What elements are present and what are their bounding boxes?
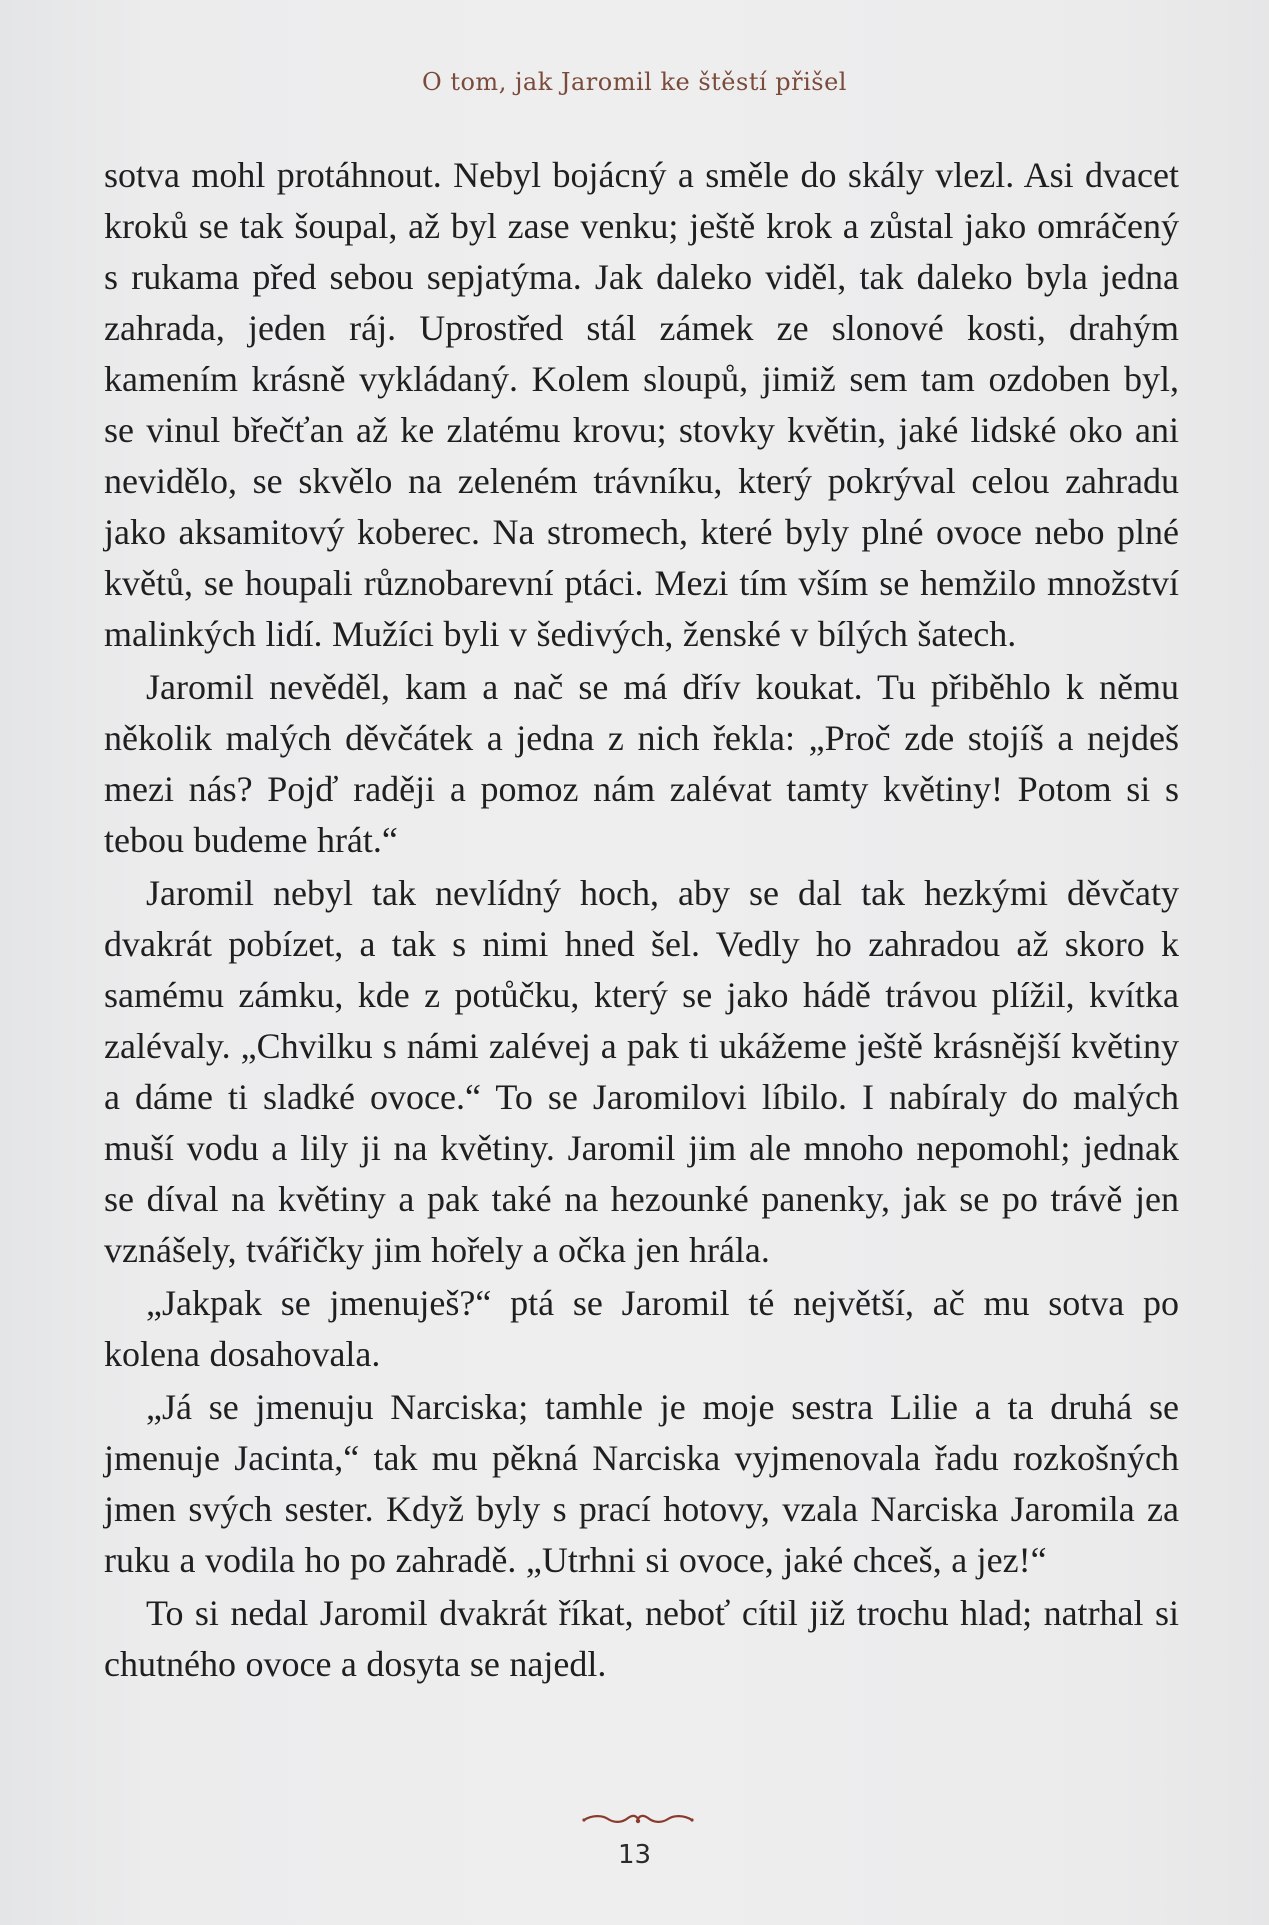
paragraph-2: Jaromil nevěděl, kam a nač se má dřív koukat. Tu přiběhlo k němu několik malých děvčátek a jedna z nich řekla: „Proč zde stojíš a nejdeš mezi nás? Pojď raději a pomoz nám zalévat tamty květiny! Potom si s tebou budeme hrát.“ <box>104 667 1179 860</box>
paragraph-4: „Jakpak se jmenuješ?“ ptá se Jaromil té největší, ač mu sotva po kolena dosahovala. <box>104 1283 1179 1374</box>
running-head: O tom, jak Jaromil ke štěstí přišel <box>422 68 847 96</box>
paragraph-6: To si nedal Jaromil dvakrát říkat, neboť cítil již trochu hlad; natrhal si chutného ovoce a dosyta se najedl. <box>104 1593 1179 1684</box>
page-number: 13 <box>617 1840 652 1870</box>
paragraph-1: sotva mohl protáhnout. Nebyl bojácný a směle do skály vlezl. Asi dvacet kroků se tak šoupal, až byl zase venku; ještě krok a zůstal jako omráčený s rukama před sebou sepjatýma. Jak daleko viděl, tak daleko byla jedna zahrada, jeden ráj. Uprostřed stál zámek ze slonové kosti, drahým kamením krásně vykládaný. Kolem sloupů, jimiž sem tam ozdoben byl, se vinul břečťan až ke zlatému krovu; stovky květin, jaké lidské oko ani nevidělo, se skvělo na zeleném trávníku, který pokrýval celou zahradu jako aksamitový koberec. Na stromech, které byly plné ovoce nebo plné květů, se houpali různobarevní ptáci. Mezi tím vším se hemžilo množství malinkých lidí. Mužíci byli v šedivých, ženské v bílých šatech. <box>104 155 1179 654</box>
paragraph-3: Jaromil nebyl tak nevlídný hoch, aby se dal tak hezkými děvčaty dvakrát pobízet, a tak s nimi hned šel. Vedly ho zahradou až skoro k samému zámku, kde z potůčku, který se jako hádě trávou plížil, kvítka zalévaly. „Chvilku s námi zalévej a pak ti ukážeme ještě krásnější květiny a dáme ti sladké ovoce.“ To se Jaromilovi líbilo. I nabíraly do malých muší vodu a lily ji na květiny. Jaromil jim ale mnoho nepomohl; jednak se díval na květiny a pak také na hezounké panenky, jak se po trávě jen vznášely, tvářičky jim hořely a očka jen hrála. <box>104 873 1179 1270</box>
ornament-flourish-icon <box>578 1811 698 1827</box>
paragraph-5: „Já se jmenuju Narciska; tamhle je moje sestra Lilie a ta druhá se jmenuje Jacinta,“ tak mu pěkná Narciska vyjmenovala řadu rozkošných jmen svých sester. Když byly s prací hotovy, vzala Narciska Jaromila za ruku a vodila ho po zahradě. „Utrhni si ovoce, jaké chceš, a jez!“ <box>104 1387 1179 1580</box>
body-text <box>104 150 1179 1690</box>
